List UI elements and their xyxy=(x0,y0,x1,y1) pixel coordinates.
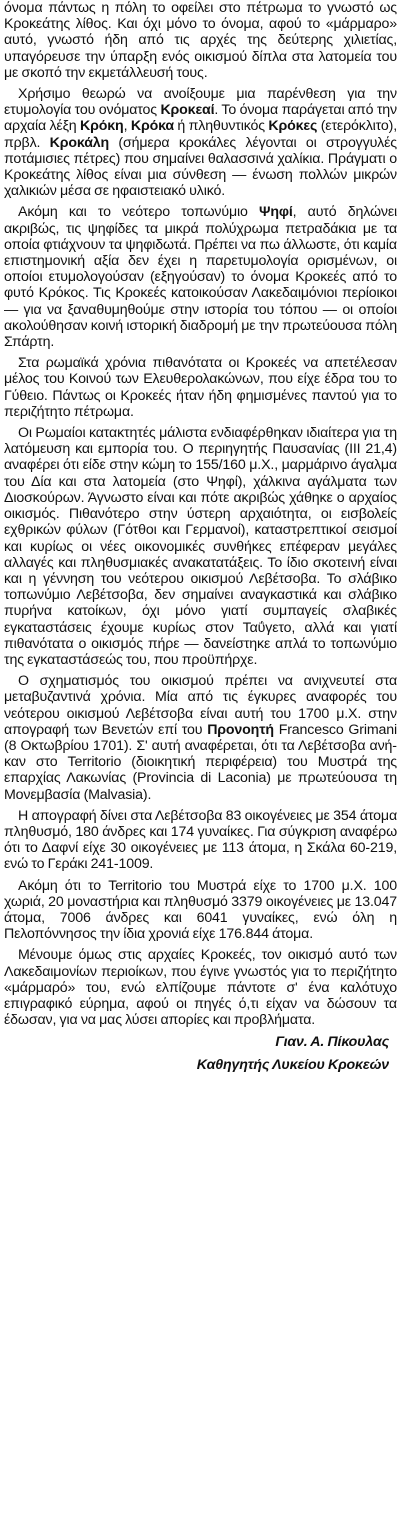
text-run: Francesco Grimani (8 Οκτωβρίου 1701). Σ' αυτή αναφέρεται, ότι τα Λεβέτσοβα ανήκαν στο Territorio (διοικητική περιφέρεια) του Μυστρά της επαρχίας Λακωνίας (Provincia di Laconia) με πρωτεύουσα τη Μονεμβασία (Malvasia). xyxy=(4,721,397,803)
bold-term: Κρόκα xyxy=(130,118,174,135)
article-paragraph xyxy=(4,204,397,350)
author-title: Καθηγητής Λυκείου Κροκεών xyxy=(196,1057,389,1074)
text-run: Ο σχηματισμός του οικισμού πρέπει να ανιχνευτεί στα μεταβυζαντινά χρόνια. Μία από τις έγκυρες αναφορές του νεότερου οικισμού Λεβέτσοβα είναι αυτή του 1700 μ.Χ. στην απογραφή των Βενετών επί του xyxy=(4,673,397,738)
bold-term: Προνοητή xyxy=(207,721,274,738)
bold-term: Ψηφί xyxy=(258,204,293,221)
bold-term: Κρόκη xyxy=(80,118,124,135)
article-paragraph xyxy=(4,808,397,873)
text-run: , xyxy=(123,118,131,135)
text-run: Οι Ρωμαίοι κατακτητές μάλιστα ενδιαφέρθηκαν ιδιαίτερα για τη λατόμευση και εμπορία του. Ο περιηγητής Παυσανίας (ΙΙΙ 21,4) αναφέρει ότι είδε στην κώμη το 155/160 μ.Χ., μαρμάρινο άγαλμα του Δία και στα λατομεία (στο Ψηφί), χάλκινα αγάλματα των Διοσκούρων. Άγνωστο είναι και πότε ακριβώς χάθηκε ο αρχαίος οικισμός. Πιθανότερο στην ύστερη αρχαιότητα, οι εισβολείς εχθρικών φύλων (Γότθοι και Γερμανοί), καταστρεπτικοί σεισμοί και κυρίως οι νέες οικονομικές συνθήκες επέφεραν μεγάλες αλλαγές και πληθυσμιακές ανακατατάξεις. Το ίδιο σκοτεινή είναι και η γέννηση του νεότερου οικισμού Λεβέτσοβα. Το σλάβικο τοπωνύμιο Λεβέτσοβα, δεν σημαίνει αναγκαστικά και σλάβικο πυρήνα κατοίκων, όχι μόνο γιατί συμπαγείς σλαβικές εγκαταστάσεις έχουμε κυρίως στον Ταΰγετο, αλλά και γιατί πιθανότατα ο οικισμός πήρε — δανείστηκε απλά το τοπωνύμιο της εγκαταστάσεώς του, που προϋπήρχε. xyxy=(4,425,397,668)
article-paragraph xyxy=(4,878,397,943)
bold-term: Κροκάλη xyxy=(49,134,110,151)
text-run: Χρήσιμο θεωρώ να ανοίξουμε μια παρένθεση για την ετυμολογία του ονόματος xyxy=(4,86,397,119)
article-paragraph xyxy=(4,425,397,668)
text-run: ή πληθυντικός xyxy=(173,118,269,135)
bold-term: Κρόκες xyxy=(268,118,318,135)
text-run: Στα ρωμαϊκά χρόνια πιθανότατα οι Κροκεές να απετέλεσαν μέλος του Κοινού των Ελευθερολακώνων, που είχε έδρα του το Γύθειο. Πάντως οι Κροκεές ήταν ήδη φημισμένες παντού για το περιζήτητο πέτρωμα. xyxy=(4,355,397,420)
text-run: Η απογραφή δίνει στα Λεβέτσοβα 83 οικογένειες με 354 άτομα πληθυσμό, 180 άνδρες και 174 γυναίκες. Για σύγκριση αναφέρω ότι το Δαφνί είχε 30 οικογένειες με 113 άτομα, η Σκάλα 60-219, ενώ το Γεράκι 241-1009. xyxy=(4,807,397,873)
text-run: όνομα πάντως η πόλη το οφείλει στο πέτρωμα το γνωστό ως Κροκεάτης λίθος. Και όχι μόνο το όνομα, αφού το «μάρμαρο» αυτό, γνωστό ήδη από τις αρχές της δεύτερης χιλιετίας, υπαγόρευσε την ύπαρξη ενός οικισμού δίπλα στα λατομεία του με σκοπό την εκμετάλλευσή τους. xyxy=(4,0,397,81)
article-paragraph xyxy=(4,0,397,81)
text-run: Ακόμη ότι το Territorio του Μυστρά είχε το 1700 μ.Χ. 100 χωριά, 20 μοναστήρια και πληθυσμό 3379 οικογένειες με 13.047 άτομα, 7006 άνδρες και 6041 γυναίκες, ενώ όλη η Πελοπόννησος την ίδια χρονιά είχε 176.844 άτομα. xyxy=(4,877,397,943)
text-run: (ετερόκλιτο), πρβλ. xyxy=(4,118,398,151)
article-paragraph xyxy=(4,355,397,420)
article-paragraph xyxy=(4,86,397,199)
text-run: , αυτό δηλώνει ακριβώς, τις ψηφίδες τα μικρά πολύχρωμα πετραδάκια με τα οποία φτιάχνουν τα ψηφιδωτά. Πρέπει να πω άλλωστε, ότι καμία επιστημονική αξία δεν έχει η παρετυμολογία ορισμένων, οι οποίοι ετυμολογούσαν (εξηγούσαν) το όνομα Κροκεές από το φυτό Κρόκος. Τις Κροκεές κατοικούσαν Λακεδαιμόνιοι περίοικοι — για να ξαναθυμηθούμε στην ιστορία του τόπου — οι οποίοι ακολούθησαν κοινή ιστορική διαδρομή με την πρωτεύουσα πόλη Σπάρτη. xyxy=(4,204,397,351)
text-run: Μένουμε όμως στις αρχαίες Κροκεές, τον οικισμό αυτό των Λακεδαιμονίων περιοίκων, που έγινε γνωστός για το περιζήτητο «μάρμαρό» του, ενώ ελπίζουμε πάντοτε σ' ένα καλότυχο επιγραφικό εύρημα, αφού οι πηγές ό,τι είχαν να δώσουν τα έδωσαν, για να μας λύσει απορίες και προβλήματα. xyxy=(4,947,397,1029)
article-paragraph xyxy=(4,673,397,803)
text-run: . Το όνομα παράγεται από την αρχαία λέξη xyxy=(4,102,397,135)
bold-term: Κροκεαί xyxy=(160,102,215,119)
article-body xyxy=(4,0,397,1028)
text-run: Ακόμη και το νεότερο τοπωνύμιο xyxy=(18,204,259,221)
article-paragraph xyxy=(4,947,397,1028)
author-name: Γιαν. Α. Πίκουλας xyxy=(275,1034,389,1051)
text-run: (σήμερα κροκάλες λέγονται οι στρογγυλές ποτάμισιες πέτρες) που σημαίνει θαλασσινά χαλίκια. Πράγματι ο Κροκεάτης λίθος είναι μια σύνθεση — ένωση πολλών μικρών χαλικιών μέσα σε ηφαιστειακό υλικό. xyxy=(4,134,397,200)
